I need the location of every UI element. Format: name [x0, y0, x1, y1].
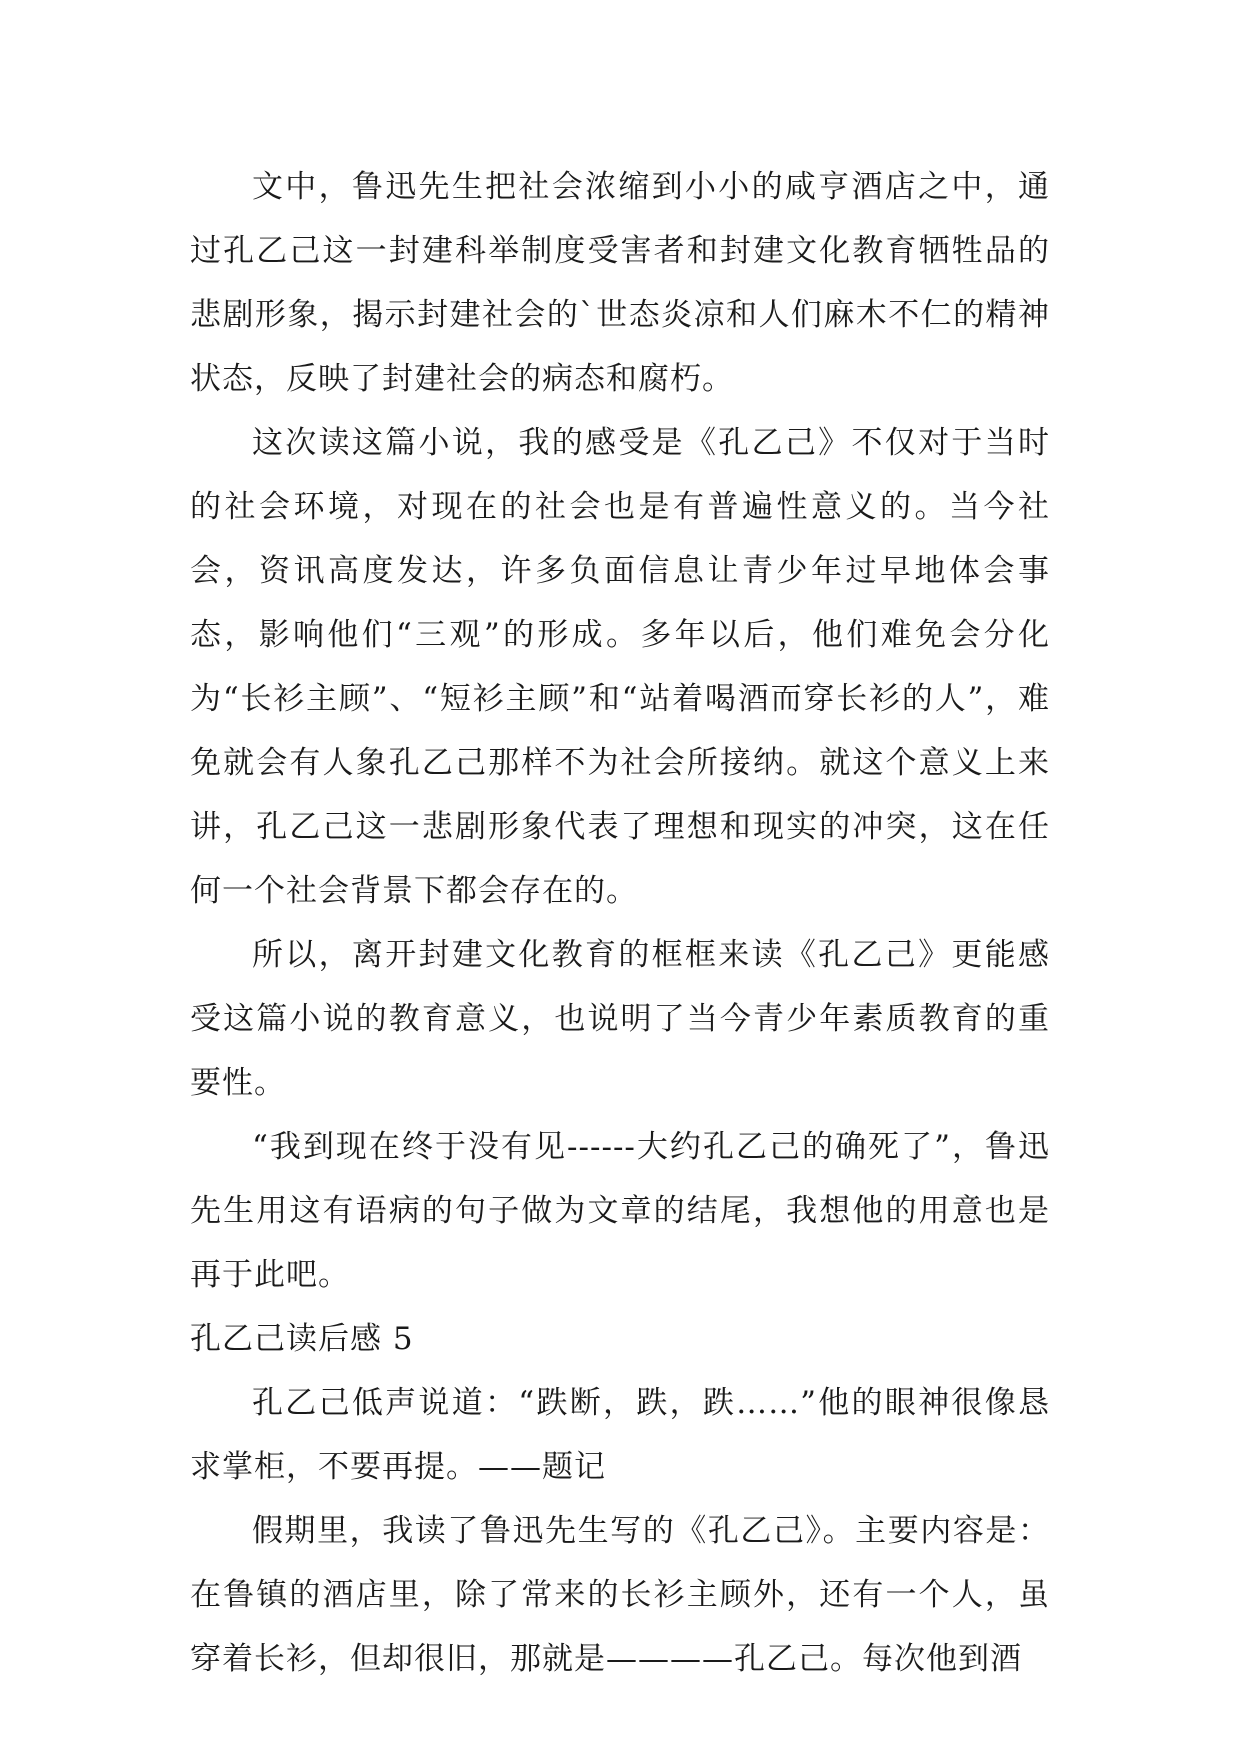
paragraph-1: 文中，鲁迅先生把社会浓缩到小小的咸亨酒店之中，通过孔乙己这一封建科举制度受害者和封建文化教育牺牲品的悲剧形象，揭示封建社会的`世态炎凉和人们麻木不仁的精神状态，反映了封建社会的病态和腐朽。: [190, 169, 1050, 397]
paragraph-4: “我到现在终于没有见------大约孔乙己的确死了”，鲁迅先生用这有语病的句子做为文章的结尾，我想他的用意也是再于此吧。: [190, 1129, 1050, 1293]
section-title: 孔乙己读后感 5: [190, 1321, 414, 1357]
section-paragraph-2: 假期里，我读了鲁迅先生写的《孔乙己》。主要内容是：在鲁镇的酒店里，除了常来的长衫主顾外，还有一个人，虽穿着长衫，但却很旧，那就是————孔乙己。每次他到酒: [190, 1513, 1050, 1677]
paragraph-3: 所以，离开封建文化教育的框框来读《孔乙己》更能感受这篇小说的教育意义，也说明了当今青少年素质教育的重要性。: [190, 937, 1050, 1101]
document-body: [190, 155, 1050, 1691]
section-paragraph-1: 孔乙己低声说道：“跌断，跌，跌……”他的眼神很像恳求掌柜，不要再提。——题记: [190, 1385, 1050, 1485]
paragraph-2: 这次读这篇小说，我的感受是《孔乙己》不仅对于当时的社会环境，对现在的社会也是有普遍性意义的。当今社会，资讯高度发达，许多负面信息让青少年过早地体会事态，影响他们“三观”的形成。多年以后，他们难免会分化为“长衫主顾”、“短衫主顾”和“站着喝酒而穿长衫的人”，难免就会有人象孔乙己那样不为社会所接纳。就这个意义上来讲，孔乙己这一悲剧形象代表了理想和现实的冲突，这在任何一个社会背景下都会存在的。: [190, 425, 1050, 909]
